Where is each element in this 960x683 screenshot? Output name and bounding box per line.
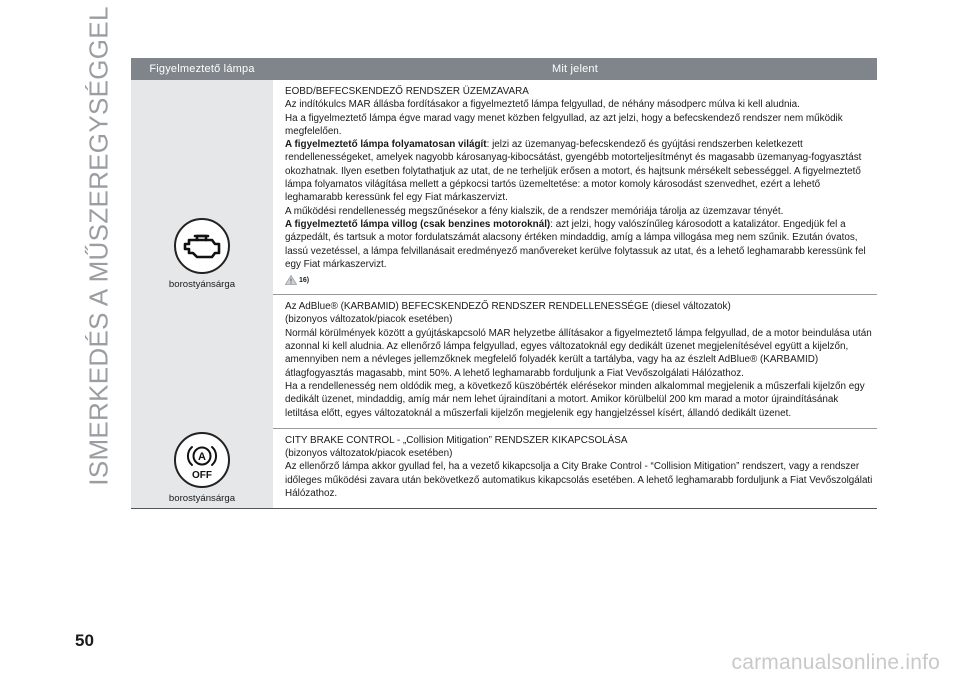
lamp-cell <box>131 80 273 428</box>
lamp-color-label: borostyánsárga <box>168 493 236 505</box>
header-meaning: Mit jelent <box>273 58 877 80</box>
chapter-side-title-text: ISMERKEDÉS A MŰSZEREGYSÉGGEL <box>83 5 114 486</box>
blink-text: : azt jelzi, hogy valószínűleg károsodott a katalizátor. Engedjük fel a gázpedált, és tartsuk a motor fordulatszámát alacsony értéken mindaddig, amíg a lámpa villogása meg nem szűnik. Ezután óvatos, lassú vezetéssel, a lámpa felvillanásait eredményező manővereket kerülve folytassuk az utat, és a lehető leghamarabb keressünk fel egy Fiat márkaszervizt. <box>285 218 866 270</box>
paragraph-steady <box>285 138 873 204</box>
paragraph: Normál körülmények között a gyújtáskapcsoló MAR helyzetbe állításakor a figyelmeztető lámpa felgyullad, de a motor beindulása után azonnal ki kell aludnia. Az ellenőrző lámpa felgyullad, egyes változatoknál egy dedikált üzenet megjelenítésével együtt a kijelzőn, amennyiben nem a névleges jellemzőknek megfelelő folyadék került a tartályba, vagy ha az észlelt AdBlue® (KARBAMID) átlagfogyasztás magasabb, mint 50%. A lehető leghamarabb forduljunk a Fiat Vevőszolgálati Hálózathoz. <box>285 327 872 379</box>
paragraph: (bizonyos változatok/piacok esetében) <box>285 314 453 326</box>
paragraph: Az ellenőrző lámpa akkor gyullad fel, ha a vezető kikapcsolja a City Brake Control - “Collision Mitigation” rendszert, vagy a rendszer időleges működési zavara után bekövetkező automatikus kikapcsolás esetében. A lehető leghamarabb forduljunk a Fiat Vevőszolgálati Hálózathoz. <box>285 461 873 500</box>
warning-reference <box>285 274 873 286</box>
svg-text:OFF: OFF <box>192 470 212 482</box>
svg-text:A: A <box>198 451 206 464</box>
lamp-color-label: borostyánsárga <box>168 279 236 291</box>
paragraph-blink <box>285 218 873 271</box>
warning-ref-number: 16) <box>299 276 310 284</box>
city-brake-off-icon <box>174 432 230 488</box>
section-title: CITY BRAKE CONTROL - „Collision Mitigation” RENDSZER KIKAPCSOLÁSA <box>285 434 628 446</box>
table-row <box>131 80 877 295</box>
steady-text: : jelzi az üzemanyag-befecskendező és gyújtási rendszerben keletkezett rendellenességeket, amelyek nagyobb károsanyag-kibocsátást, gyengébb motorteljesítményt és magasabb üzemanyag-fogyasztást okozhatnak. Ilyen esetben folytathatjuk az utat, de ne terheljük erősen a motort, és hajtsunk mérsékelt sebességgel. A figyelmeztető lámpa folyamatos világítása mellett a gépkocsi tartós üzemeltetése: a motor komoly károsodást szenvedhet, ezért a lehető leghamarabb keressünk fel egy Fiat márkaszervizt. <box>285 139 862 204</box>
table-row <box>131 428 877 508</box>
paragraph: A működési rendellenesség megszűnésekor a fény kialszik, de a rendszer memóriája tárolja az üzemzavar tényét. <box>285 205 784 217</box>
steady-heading: A figyelmeztető lámpa folyamatosan világít <box>285 139 487 151</box>
paragraph: Ha a figyelmeztető lámpa égve marad vagy menet közben felgyullad, az azt jelzi, hogy a befecskendező rendszer nem működik megfelelően. <box>285 112 843 137</box>
warning-triangle-icon <box>285 275 297 285</box>
paragraph: Ha a rendellenesség nem oldódik meg, a következő küszöbérték elérésekor minden alkalommal megjelenik a műszerfali kijelzőn egy dedikált üzenet, mindaddig, amíg már nem lehet újraindítani a motort. Amikor körülbelül 200 km marad a motor újraindításának letiltása előtt, egyes változatoknál a műszerfali kijelzőn megjelenik egy hangjelzéssel kísért, állandó dedikált üzenet. <box>285 380 865 419</box>
watermark: carmanualsonline.info <box>731 651 940 674</box>
chapter-side-title <box>83 5 114 486</box>
lamp-description <box>273 428 877 508</box>
section-title: EOBD/BEFECSKENDEZŐ RENDSZER ÜZEMZAVARA <box>285 86 529 97</box>
warning-lamp-table <box>131 58 877 509</box>
paragraph: (bizonyos változatok/piacok esetében) <box>285 448 453 460</box>
lamp-cell <box>131 428 273 508</box>
section-title: Az AdBlue® (KARBAMID) BEFECSKENDEZŐ RENDSZER RENDELLENESSÉGE (diesel változatok) <box>285 301 731 313</box>
page-number: 50 <box>75 631 94 650</box>
blink-heading: A figyelmeztető lámpa villog (csak benzines motoroknál) <box>285 218 551 230</box>
lamp-description <box>273 295 877 429</box>
lamp-description <box>273 80 877 295</box>
paragraph: Az indítókulcs MAR állásba fordításakor a figyelmeztető lámpa felgyullad, de néhány másodperc múlva ki kell aludnia. <box>285 99 800 111</box>
engine-check-icon <box>174 218 230 274</box>
header-lamp: Figyelmeztető lámpa <box>131 58 273 80</box>
